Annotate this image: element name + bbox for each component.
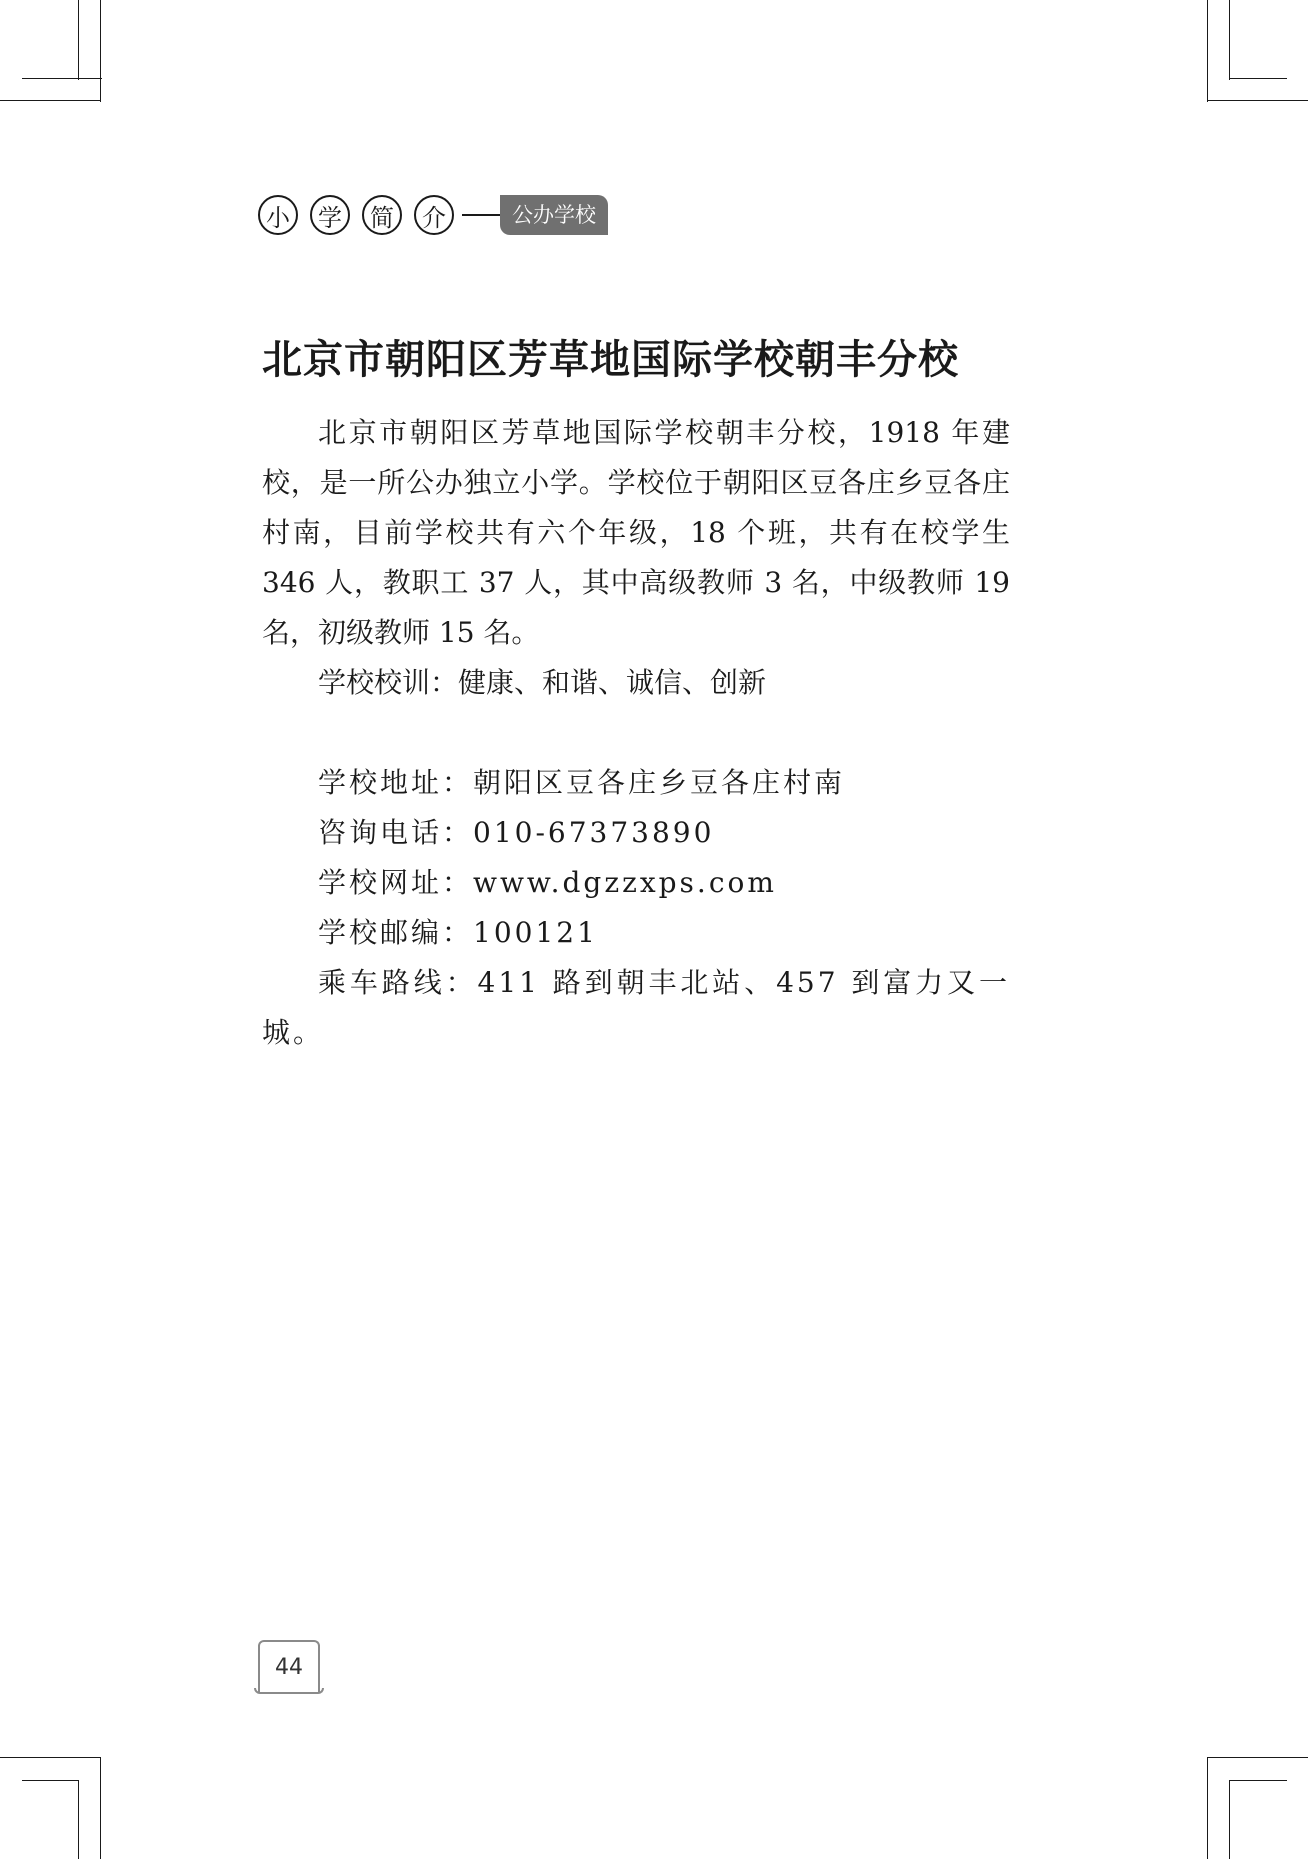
- crop-mark: [22, 78, 102, 79]
- body-text: [262, 408, 1010, 1058]
- crop-mark: [1207, 1757, 1208, 1859]
- crop-mark: [1207, 100, 1308, 101]
- website-line: 学校网址：www.dgzzxps.com: [318, 866, 777, 899]
- crop-mark: [1207, 0, 1208, 102]
- crop-mark: [1229, 1780, 1230, 1859]
- intro-paragraph: 北京市朝阳区芳草地国际学校朝丰分校，1918 年建校，是一所公办独立小学。学校位于朝阳区豆各庄乡豆各庄村南，目前学校共有六个年级，18 个班，共有在校学生 346 人，教职工 37 人，其中高级教师 3 名，中级教师 19 名，初级教师 15 名。: [262, 416, 1010, 649]
- page-title: 北京市朝阳区芳草地国际学校朝丰分校: [262, 337, 959, 383]
- crop-mark: [1229, 1780, 1287, 1781]
- header-char: 小: [258, 195, 298, 235]
- motto-paragraph: 学校校训：健康、和谐、诚信、创新: [318, 666, 767, 699]
- crop-mark: [0, 1757, 100, 1758]
- postcode-line: 学校邮编：100121: [318, 916, 598, 949]
- crop-mark: [100, 0, 101, 102]
- header-rule: [462, 214, 500, 216]
- crop-mark: [1229, 78, 1287, 79]
- page-number: 44: [258, 1640, 320, 1692]
- crop-mark: [1229, 0, 1230, 80]
- route-line: 乘车路线：411 路到朝丰北站、457 到富力又一城。: [262, 966, 1010, 1049]
- phone-line: 咨询电话：010-67373890: [318, 816, 715, 849]
- book-icon: [254, 1688, 324, 1694]
- crop-mark: [22, 1780, 79, 1781]
- crop-mark: [78, 0, 79, 80]
- header-char: 简: [362, 195, 402, 235]
- crop-mark: [100, 1757, 101, 1859]
- header-char: 学: [310, 195, 350, 235]
- address-line: 学校地址：朝阳区豆各庄乡豆各庄村南: [318, 766, 846, 799]
- running-header: [258, 193, 608, 237]
- crop-mark: [0, 100, 100, 101]
- header-tag: 公办学校: [500, 195, 608, 235]
- crop-mark: [78, 1780, 79, 1859]
- crop-mark: [1207, 1757, 1308, 1758]
- header-char: 介: [414, 195, 454, 235]
- spacer: [262, 708, 1010, 758]
